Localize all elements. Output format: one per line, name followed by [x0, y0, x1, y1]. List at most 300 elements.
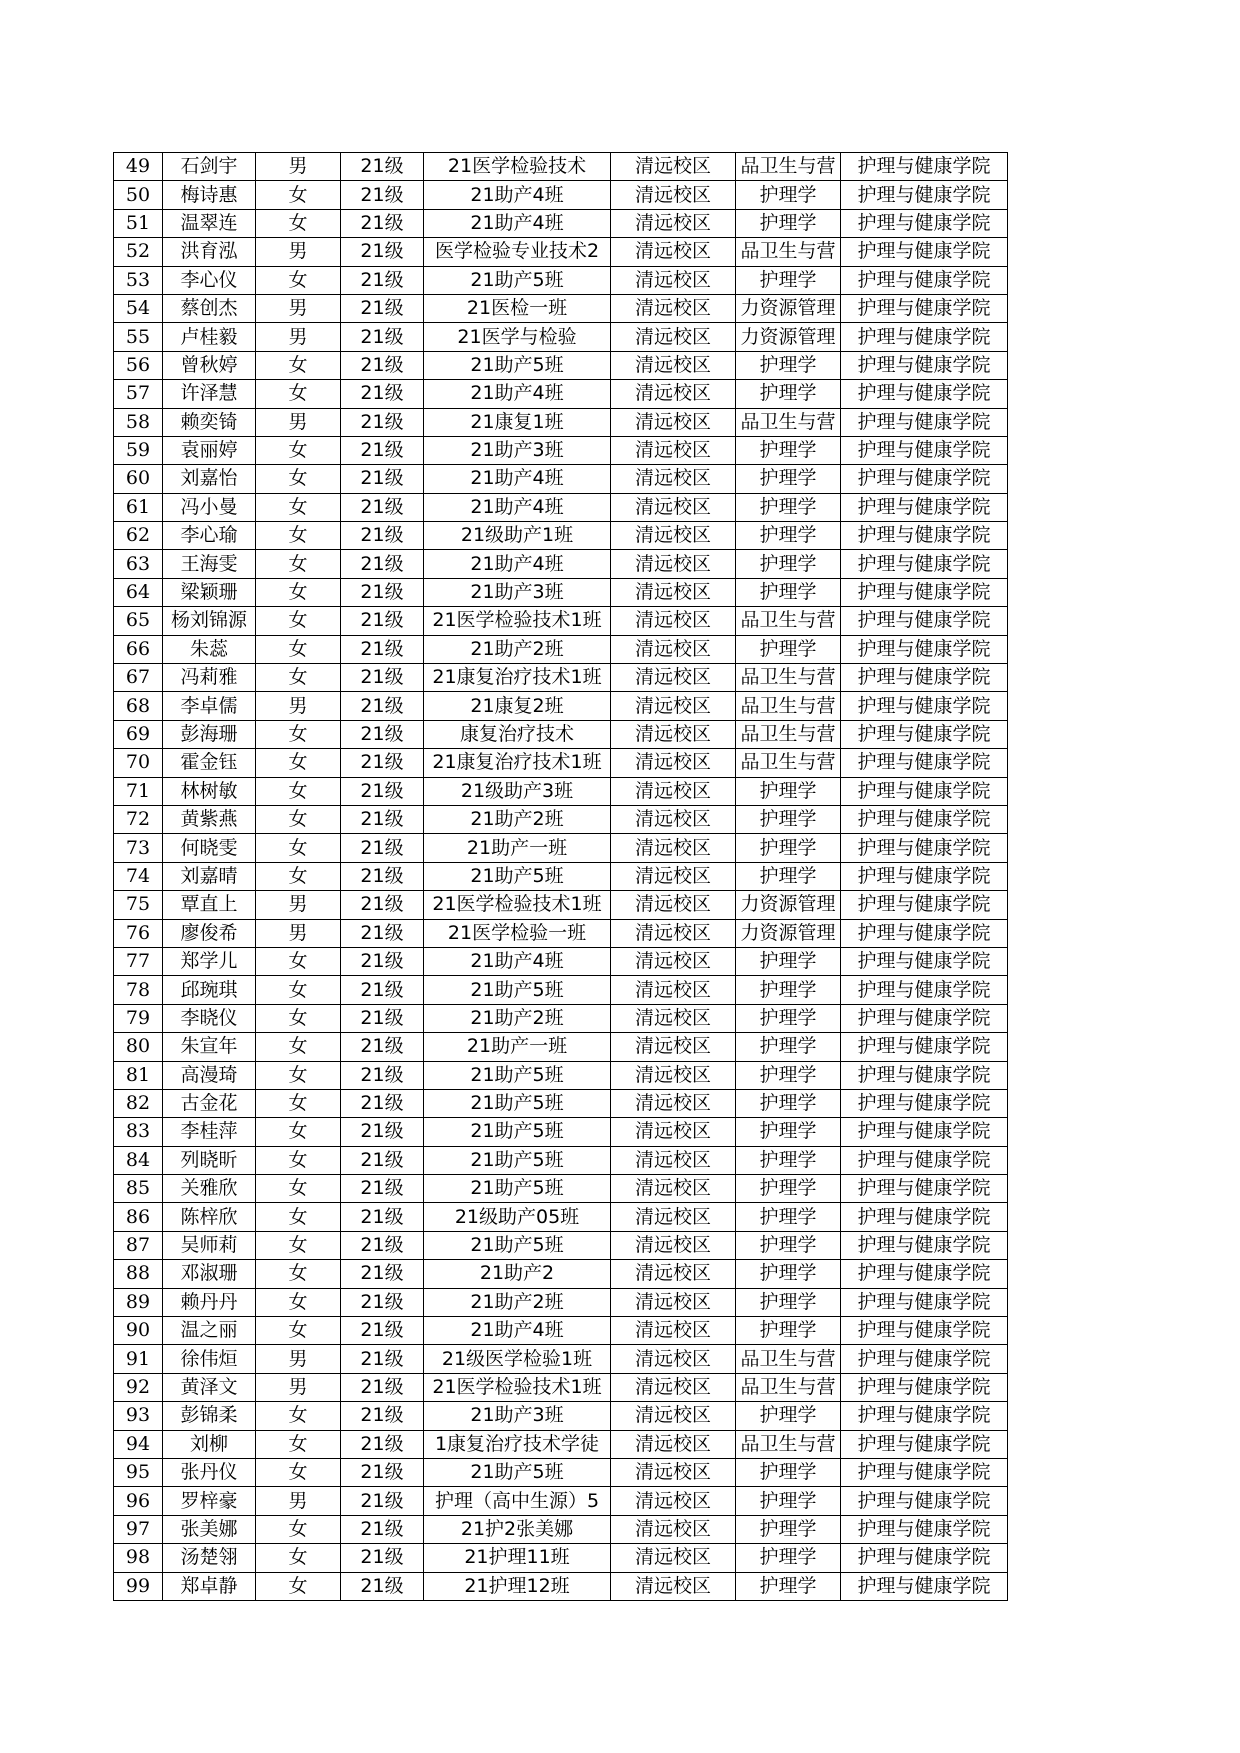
grade-cell: 21级: [341, 1317, 424, 1345]
grade-cell: 21级: [341, 380, 424, 408]
name-cell: 刘柳: [163, 1430, 256, 1458]
name-cell: 袁丽婷: [163, 436, 256, 464]
grade-cell: 21级: [341, 919, 424, 947]
grade-cell: 21级: [341, 862, 424, 890]
row-number-cell: 82: [114, 1089, 163, 1117]
major-cell: 护理学: [736, 550, 841, 578]
class-cell: 21助产4班: [424, 181, 611, 209]
major-cell: 品卫生与营: [736, 749, 841, 777]
student-table: [113, 152, 1008, 1601]
college-cell: 护理与健康学院: [841, 1089, 1008, 1117]
college-cell: 护理与健康学院: [841, 1288, 1008, 1316]
name-cell: 罗梓豪: [163, 1487, 256, 1515]
class-cell: 21助产5班: [424, 976, 611, 1004]
college-cell: 护理与健康学院: [841, 664, 1008, 692]
table-row: [114, 805, 1008, 833]
table-row: [114, 919, 1008, 947]
grade-cell: 21级: [341, 1572, 424, 1600]
campus-cell: 清远校区: [611, 1260, 736, 1288]
class-cell: 21助产5班: [424, 266, 611, 294]
sex-cell: 女: [256, 1458, 341, 1486]
table-row: [114, 1458, 1008, 1486]
campus-cell: 清远校区: [611, 947, 736, 975]
class-cell: 21医学检验技术1班: [424, 607, 611, 635]
college-cell: 护理与健康学院: [841, 1033, 1008, 1061]
campus-cell: 清远校区: [611, 1544, 736, 1572]
college-cell: 护理与健康学院: [841, 1260, 1008, 1288]
name-cell: 李心仪: [163, 266, 256, 294]
sex-cell: 男: [256, 1345, 341, 1373]
row-number-cell: 62: [114, 522, 163, 550]
row-number-cell: 86: [114, 1203, 163, 1231]
class-cell: 21助产3班: [424, 578, 611, 606]
table-row: [114, 1146, 1008, 1174]
table-row: [114, 1345, 1008, 1373]
row-number-cell: 57: [114, 380, 163, 408]
major-cell: 护理学: [736, 834, 841, 862]
name-cell: 陈梓欣: [163, 1203, 256, 1231]
college-cell: 护理与健康学院: [841, 1402, 1008, 1430]
table-row: [114, 408, 1008, 436]
name-cell: 郑学儿: [163, 947, 256, 975]
class-cell: 21级助产05班: [424, 1203, 611, 1231]
class-cell: 21助产3班: [424, 1402, 611, 1430]
campus-cell: 清远校区: [611, 1402, 736, 1430]
row-number-cell: 92: [114, 1373, 163, 1401]
table-row: [114, 1203, 1008, 1231]
table-row: [114, 976, 1008, 1004]
grade-cell: 21级: [341, 1515, 424, 1543]
sex-cell: 女: [256, 976, 341, 1004]
campus-cell: 清远校区: [611, 550, 736, 578]
grade-cell: 21级: [341, 1458, 424, 1486]
campus-cell: 清远校区: [611, 1203, 736, 1231]
campus-cell: 清远校区: [611, 692, 736, 720]
name-cell: 赖奕锜: [163, 408, 256, 436]
campus-cell: 清远校区: [611, 380, 736, 408]
campus-cell: 清远校区: [611, 1004, 736, 1032]
name-cell: 梁颖珊: [163, 578, 256, 606]
sex-cell: 女: [256, 1515, 341, 1543]
name-cell: 黄紫燕: [163, 805, 256, 833]
name-cell: 刘嘉晴: [163, 862, 256, 890]
name-cell: 王海雯: [163, 550, 256, 578]
sex-cell: 女: [256, 1260, 341, 1288]
campus-cell: 清远校区: [611, 1089, 736, 1117]
class-cell: 21助产5班: [424, 1089, 611, 1117]
grade-cell: 21级: [341, 1061, 424, 1089]
table-row: [114, 1260, 1008, 1288]
table-row: [114, 891, 1008, 919]
table-row: [114, 209, 1008, 237]
campus-cell: 清远校区: [611, 1430, 736, 1458]
name-cell: 古金花: [163, 1089, 256, 1117]
grade-cell: 21级: [341, 153, 424, 181]
class-cell: 21助产5班: [424, 1061, 611, 1089]
sex-cell: 女: [256, 1430, 341, 1458]
row-number-cell: 65: [114, 607, 163, 635]
major-cell: 护理学: [736, 1061, 841, 1089]
grade-cell: 21级: [341, 408, 424, 436]
campus-cell: 清远校区: [611, 465, 736, 493]
name-cell: 吴师莉: [163, 1231, 256, 1259]
major-cell: 护理学: [736, 436, 841, 464]
table-row: [114, 749, 1008, 777]
sex-cell: 女: [256, 181, 341, 209]
college-cell: 护理与健康学院: [841, 919, 1008, 947]
sex-cell: 女: [256, 607, 341, 635]
table-row: [114, 1317, 1008, 1345]
name-cell: 李桂萍: [163, 1118, 256, 1146]
class-cell: 21助产一班: [424, 1033, 611, 1061]
table-row: [114, 1118, 1008, 1146]
college-cell: 护理与健康学院: [841, 862, 1008, 890]
row-number-cell: 59: [114, 436, 163, 464]
row-number-cell: 99: [114, 1572, 163, 1600]
name-cell: 关雅欣: [163, 1175, 256, 1203]
name-cell: 黄泽文: [163, 1373, 256, 1401]
name-cell: 朱蕊: [163, 635, 256, 663]
row-number-cell: 51: [114, 209, 163, 237]
grade-cell: 21级: [341, 436, 424, 464]
campus-cell: 清远校区: [611, 919, 736, 947]
campus-cell: 清远校区: [611, 408, 736, 436]
major-cell: 护理学: [736, 578, 841, 606]
class-cell: 21医学检验技术1班: [424, 1373, 611, 1401]
grade-cell: 21级: [341, 493, 424, 521]
class-cell: 21助产5班: [424, 351, 611, 379]
table-row: [114, 1402, 1008, 1430]
major-cell: 护理学: [736, 181, 841, 209]
name-cell: 曾秋婷: [163, 351, 256, 379]
table-row: [114, 465, 1008, 493]
table-row: [114, 1373, 1008, 1401]
table-row: [114, 1004, 1008, 1032]
sex-cell: 女: [256, 550, 341, 578]
campus-cell: 清远校区: [611, 522, 736, 550]
row-number-cell: 68: [114, 692, 163, 720]
table-row: [114, 294, 1008, 322]
major-cell: 品卫生与营: [736, 1345, 841, 1373]
major-cell: 护理学: [736, 777, 841, 805]
college-cell: 护理与健康学院: [841, 1515, 1008, 1543]
major-cell: 护理学: [736, 805, 841, 833]
class-cell: 21助产4班: [424, 380, 611, 408]
class-cell: 21医学检验一班: [424, 919, 611, 947]
row-number-cell: 63: [114, 550, 163, 578]
campus-cell: 清远校区: [611, 834, 736, 862]
major-cell: 护理学: [736, 209, 841, 237]
row-number-cell: 72: [114, 805, 163, 833]
grade-cell: 21级: [341, 720, 424, 748]
class-cell: 21助产5班: [424, 1118, 611, 1146]
college-cell: 护理与健康学院: [841, 181, 1008, 209]
college-cell: 护理与健康学院: [841, 692, 1008, 720]
major-cell: 品卫生与营: [736, 238, 841, 266]
college-cell: 护理与健康学院: [841, 635, 1008, 663]
major-cell: 护理学: [736, 493, 841, 521]
row-number-cell: 93: [114, 1402, 163, 1430]
major-cell: 护理学: [736, 862, 841, 890]
major-cell: 品卫生与营: [736, 153, 841, 181]
campus-cell: 清远校区: [611, 1118, 736, 1146]
grade-cell: 21级: [341, 351, 424, 379]
grade-cell: 21级: [341, 1487, 424, 1515]
name-cell: 李心瑜: [163, 522, 256, 550]
row-number-cell: 75: [114, 891, 163, 919]
class-cell: 21助产4班: [424, 493, 611, 521]
grade-cell: 21级: [341, 294, 424, 322]
name-cell: 彭海珊: [163, 720, 256, 748]
class-cell: 21助产2班: [424, 1004, 611, 1032]
college-cell: 护理与健康学院: [841, 1345, 1008, 1373]
class-cell: 21助产3班: [424, 436, 611, 464]
sex-cell: 女: [256, 947, 341, 975]
sex-cell: 女: [256, 777, 341, 805]
major-cell: 品卫生与营: [736, 664, 841, 692]
college-cell: 护理与健康学院: [841, 947, 1008, 975]
sex-cell: 男: [256, 408, 341, 436]
major-cell: 护理学: [736, 1004, 841, 1032]
major-cell: 护理学: [736, 1033, 841, 1061]
grade-cell: 21级: [341, 947, 424, 975]
grade-cell: 21级: [341, 1004, 424, 1032]
grade-cell: 21级: [341, 976, 424, 1004]
college-cell: 护理与健康学院: [841, 1061, 1008, 1089]
major-cell: 护理学: [736, 1203, 841, 1231]
campus-cell: 清远校区: [611, 1572, 736, 1600]
class-cell: 21护2张美娜: [424, 1515, 611, 1543]
campus-cell: 清远校区: [611, 1515, 736, 1543]
class-cell: 21医学与检验: [424, 323, 611, 351]
name-cell: 卢桂毅: [163, 323, 256, 351]
college-cell: 护理与健康学院: [841, 266, 1008, 294]
table-row: [114, 664, 1008, 692]
class-cell: 21助产5班: [424, 1175, 611, 1203]
row-number-cell: 49: [114, 153, 163, 181]
major-cell: 护理学: [736, 635, 841, 663]
major-cell: 力资源管理: [736, 891, 841, 919]
major-cell: 品卫生与营: [736, 1430, 841, 1458]
campus-cell: 清远校区: [611, 181, 736, 209]
name-cell: 彭锦柔: [163, 1402, 256, 1430]
college-cell: 护理与健康学院: [841, 777, 1008, 805]
sex-cell: 男: [256, 1373, 341, 1401]
college-cell: 护理与健康学院: [841, 408, 1008, 436]
college-cell: 护理与健康学院: [841, 209, 1008, 237]
college-cell: 护理与健康学院: [841, 550, 1008, 578]
name-cell: 何晓雯: [163, 834, 256, 862]
campus-cell: 清远校区: [611, 1373, 736, 1401]
grade-cell: 21级: [341, 777, 424, 805]
name-cell: 冯小曼: [163, 493, 256, 521]
class-cell: 21康复2班: [424, 692, 611, 720]
row-number-cell: 55: [114, 323, 163, 351]
row-number-cell: 89: [114, 1288, 163, 1316]
row-number-cell: 87: [114, 1231, 163, 1259]
campus-cell: 清远校区: [611, 1487, 736, 1515]
college-cell: 护理与健康学院: [841, 1317, 1008, 1345]
table-row: [114, 351, 1008, 379]
table-row: [114, 1572, 1008, 1600]
sex-cell: 女: [256, 834, 341, 862]
grade-cell: 21级: [341, 1146, 424, 1174]
class-cell: 21康复治疗技术1班: [424, 664, 611, 692]
row-number-cell: 52: [114, 238, 163, 266]
grade-cell: 21级: [341, 1288, 424, 1316]
table-row: [114, 578, 1008, 606]
college-cell: 护理与健康学院: [841, 749, 1008, 777]
grade-cell: 21级: [341, 1260, 424, 1288]
campus-cell: 清远校区: [611, 664, 736, 692]
sex-cell: 女: [256, 1033, 341, 1061]
campus-cell: 清远校区: [611, 153, 736, 181]
class-cell: 1康复治疗技术学徒: [424, 1430, 611, 1458]
name-cell: 邱琬琪: [163, 976, 256, 1004]
sex-cell: 男: [256, 153, 341, 181]
sex-cell: 女: [256, 522, 341, 550]
name-cell: 李晓仪: [163, 1004, 256, 1032]
grade-cell: 21级: [341, 550, 424, 578]
name-cell: 石剑宇: [163, 153, 256, 181]
sex-cell: 女: [256, 1572, 341, 1600]
table-row: [114, 720, 1008, 748]
college-cell: 护理与健康学院: [841, 465, 1008, 493]
table-row: [114, 1430, 1008, 1458]
student-table-body: [114, 153, 1008, 1601]
major-cell: 护理学: [736, 380, 841, 408]
class-cell: 21级医学检验1班: [424, 1345, 611, 1373]
campus-cell: 清远校区: [611, 805, 736, 833]
row-number-cell: 96: [114, 1487, 163, 1515]
major-cell: 力资源管理: [736, 323, 841, 351]
campus-cell: 清远校区: [611, 720, 736, 748]
major-cell: 护理学: [736, 1515, 841, 1543]
grade-cell: 21级: [341, 1231, 424, 1259]
row-number-cell: 76: [114, 919, 163, 947]
campus-cell: 清远校区: [611, 266, 736, 294]
grade-cell: 21级: [341, 181, 424, 209]
campus-cell: 清远校区: [611, 1033, 736, 1061]
table-row: [114, 380, 1008, 408]
table-row: [114, 522, 1008, 550]
sex-cell: 女: [256, 209, 341, 237]
name-cell: 廖俊希: [163, 919, 256, 947]
row-number-cell: 53: [114, 266, 163, 294]
college-cell: 护理与健康学院: [841, 436, 1008, 464]
campus-cell: 清远校区: [611, 1231, 736, 1259]
major-cell: 品卫生与营: [736, 1373, 841, 1401]
grade-cell: 21级: [341, 1033, 424, 1061]
row-number-cell: 81: [114, 1061, 163, 1089]
class-cell: 21助产2班: [424, 805, 611, 833]
college-cell: 护理与健康学院: [841, 1231, 1008, 1259]
row-number-cell: 74: [114, 862, 163, 890]
table-row: [114, 947, 1008, 975]
row-number-cell: 95: [114, 1458, 163, 1486]
major-cell: 护理学: [736, 1544, 841, 1572]
class-cell: 21助产2: [424, 1260, 611, 1288]
sex-cell: 女: [256, 1146, 341, 1174]
name-cell: 郑卓静: [163, 1572, 256, 1600]
class-cell: 21助产5班: [424, 862, 611, 890]
major-cell: 护理学: [736, 1231, 841, 1259]
major-cell: 护理学: [736, 1260, 841, 1288]
grade-cell: 21级: [341, 522, 424, 550]
campus-cell: 清远校区: [611, 578, 736, 606]
name-cell: 温翠连: [163, 209, 256, 237]
name-cell: 赖丹丹: [163, 1288, 256, 1316]
major-cell: 护理学: [736, 266, 841, 294]
class-cell: 21助产4班: [424, 1317, 611, 1345]
class-cell: 21护理11班: [424, 1544, 611, 1572]
table-row: [114, 1231, 1008, 1259]
grade-cell: 21级: [341, 209, 424, 237]
name-cell: 朱宣年: [163, 1033, 256, 1061]
major-cell: 护理学: [736, 351, 841, 379]
major-cell: 护理学: [736, 1402, 841, 1430]
grade-cell: 21级: [341, 664, 424, 692]
sex-cell: 女: [256, 1203, 341, 1231]
class-cell: 21助产4班: [424, 209, 611, 237]
campus-cell: 清远校区: [611, 862, 736, 890]
major-cell: 护理学: [736, 976, 841, 1004]
college-cell: 护理与健康学院: [841, 805, 1008, 833]
row-number-cell: 58: [114, 408, 163, 436]
sex-cell: 女: [256, 805, 341, 833]
major-cell: 护理学: [736, 1458, 841, 1486]
class-cell: 21级助产1班: [424, 522, 611, 550]
campus-cell: 清远校区: [611, 323, 736, 351]
campus-cell: 清远校区: [611, 294, 736, 322]
class-cell: 21医学检验技术1班: [424, 891, 611, 919]
grade-cell: 21级: [341, 635, 424, 663]
grade-cell: 21级: [341, 891, 424, 919]
major-cell: 护理学: [736, 1572, 841, 1600]
class-cell: 21助产2班: [424, 635, 611, 663]
college-cell: 护理与健康学院: [841, 891, 1008, 919]
table-row: [114, 323, 1008, 351]
class-cell: 21助产4班: [424, 947, 611, 975]
campus-cell: 清远校区: [611, 1345, 736, 1373]
table-row: [114, 1061, 1008, 1089]
major-cell: 品卫生与营: [736, 607, 841, 635]
table-row: [114, 266, 1008, 294]
sex-cell: 女: [256, 266, 341, 294]
major-cell: 护理学: [736, 1487, 841, 1515]
campus-cell: 清远校区: [611, 493, 736, 521]
name-cell: 霍金钰: [163, 749, 256, 777]
major-cell: 力资源管理: [736, 919, 841, 947]
campus-cell: 清远校区: [611, 1146, 736, 1174]
college-cell: 护理与健康学院: [841, 1118, 1008, 1146]
college-cell: 护理与健康学院: [841, 522, 1008, 550]
table-row: [114, 862, 1008, 890]
major-cell: 护理学: [736, 1146, 841, 1174]
name-cell: 许泽慧: [163, 380, 256, 408]
row-number-cell: 77: [114, 947, 163, 975]
name-cell: 林树敏: [163, 777, 256, 805]
grade-cell: 21级: [341, 1175, 424, 1203]
row-number-cell: 98: [114, 1544, 163, 1572]
name-cell: 洪育泓: [163, 238, 256, 266]
campus-cell: 清远校区: [611, 777, 736, 805]
sex-cell: 男: [256, 891, 341, 919]
college-cell: 护理与健康学院: [841, 1004, 1008, 1032]
major-cell: 护理学: [736, 1118, 841, 1146]
row-number-cell: 94: [114, 1430, 163, 1458]
sex-cell: 女: [256, 465, 341, 493]
